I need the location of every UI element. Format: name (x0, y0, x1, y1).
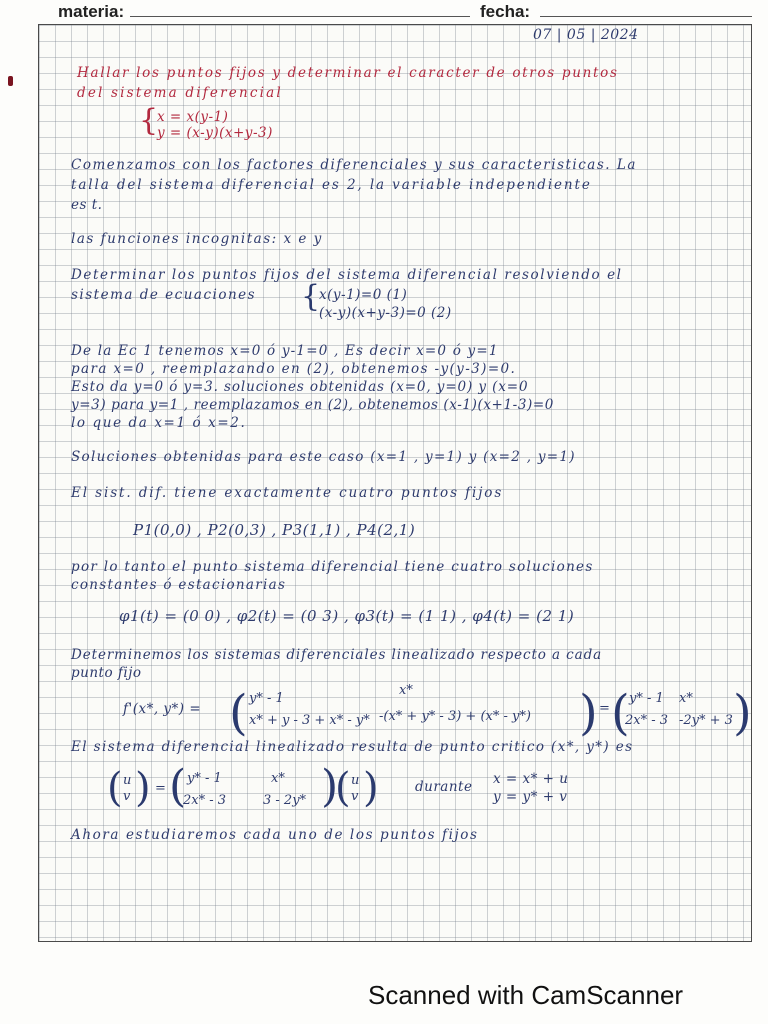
matrix-m12: x* (271, 771, 285, 786)
para2-line-2: sistema de ecuaciones (71, 287, 257, 303)
jacobian-a11: y* - 1 (249, 691, 284, 706)
para1-line-2: talla del sistema diferencial es 2, la variable independiente (71, 177, 592, 193)
vector-paren-left: ( (335, 765, 351, 811)
linear-equals: = (155, 781, 166, 796)
jacobian-lhs: f'(x*, y*) = (123, 701, 202, 717)
jacobian-a21: x* + y - 3 + x* - y* (249, 713, 370, 728)
system-eq-1: x = x(y-1) (157, 109, 229, 125)
para3-line-3: Esto da y=0 ó y=3. soluciones obtenidas (x=0, y=0) y (x=0 (71, 379, 529, 395)
handwritten-date: 07 | 05 | 2024 (533, 27, 639, 43)
date-label: fecha: (480, 2, 531, 21)
para4-line-2: constantes ó estacionarias (71, 577, 287, 593)
solutions-line: Soluciones obtenidas para este caso (x=1 , y=1) y (x=2 , y=1) (71, 449, 576, 465)
substitution-1: x = x* + u (493, 771, 569, 787)
vector-u: u (351, 773, 360, 788)
system-brace: { (139, 103, 159, 138)
vector-paren-right: ) (363, 765, 379, 811)
camscanner-watermark: Scanned with CamScanner (368, 980, 684, 1010)
title-line-2: del sistema diferencial (77, 85, 283, 101)
lhs-v: v (123, 789, 131, 804)
para2-eq-2: (x-y)(x+y-3)=0 (2) (319, 305, 452, 321)
binding-mark (8, 76, 13, 86)
jacobian-b11: y* - 1 (629, 691, 664, 706)
jacobian-paren-left: ( (229, 685, 248, 741)
constant-solutions: φ1(t) = (0 0) , φ2(t) = (0 3) , φ3(t) = (1 1) , φ4(t) = (2 1) (119, 607, 575, 625)
para3-line-5: lo que da x=1 ó x=2. (71, 415, 247, 431)
jacobian-b12: x* (679, 691, 693, 706)
fixed-points: P1(0,0) , P2(0,3) , P3(1,1) , P4(2,1) (133, 521, 416, 539)
jacobian-equals: = (599, 701, 610, 716)
notebook-page (38, 24, 752, 942)
matrix-m11: y* - 1 (187, 771, 222, 786)
four-points-line: El sist. dif. tiene exactamente cuatro puntos fijos (71, 485, 504, 501)
system-eq-2: y = (x-y)(x+y-3) (157, 125, 273, 141)
matrix-m21: 2x* - 3 (183, 793, 227, 808)
unknowns-line: las funciones incognitas: x e y (71, 231, 323, 247)
lhs-u: u (123, 773, 132, 788)
result-paren-left: ( (611, 685, 630, 741)
jacobian-a12: x* (399, 683, 413, 698)
jacobian-b22: -2y* + 3 (679, 713, 733, 728)
para6-line: El sistema diferencial linealizado resulta de punto critico (x*, y*) es (71, 739, 634, 755)
para2-eq-1: x(y-1)=0 (1) (319, 287, 408, 303)
matrix-paren-left: ( (169, 761, 187, 812)
jacobian-a22: -(x* + y* - 3) + (x* - y*) (379, 709, 531, 724)
para5-line-1: Determinemos los sistemas diferenciales linealizado respecto a cada (71, 647, 603, 663)
closing-line: Ahora estudiaremos cada uno de los puntos fijos (71, 827, 479, 843)
jacobian-paren-right: ) (579, 685, 598, 741)
para2-line-1: Determinar los puntos fijos del sistema diferencial resolviendo el (71, 267, 623, 283)
substitution-2: y = y* + v (493, 789, 568, 805)
date-line (540, 16, 752, 17)
para5-line-2: punto fijo (71, 665, 142, 681)
para3-line-2: para x=0 , reemplazando en (2), obtenemos -y(y-3)=0. (71, 361, 517, 377)
para1-line-1: Comenzamos con los factores diferenciales y sus caracteristicas. La (71, 157, 637, 173)
lhs-paren-right: ) (135, 765, 151, 811)
matrix-paren-right: ) (321, 761, 339, 812)
para3-line-1: De la Ec 1 tenemos x=0 ó y-1=0 , Es decir x=0 ó y=1 (71, 343, 499, 359)
durante-word: durante (415, 779, 473, 795)
vector-v: v (351, 789, 359, 804)
system-brace-2: { (301, 279, 321, 314)
jacobian-b21: 2x* - 3 (625, 713, 669, 728)
lhs-paren-left: ( (107, 765, 123, 811)
para3-line-4: y=3) para y=1 , reemplazamos en (2), obtenemos (x-1)(x+1-3)=0 (71, 397, 554, 413)
matrix-m22: 3 - 2y* (263, 793, 307, 808)
para1-line-3: es t. (71, 197, 103, 213)
subject-label: materia: (58, 2, 125, 21)
subject-line (130, 16, 470, 17)
title-line-1: Hallar los puntos fijos y determinar el caracter de otros puntos (77, 65, 619, 81)
result-paren-right: ) (733, 685, 752, 741)
para4-line-1: por lo tanto el punto sistema diferencial tiene cuatro soluciones (71, 559, 594, 575)
